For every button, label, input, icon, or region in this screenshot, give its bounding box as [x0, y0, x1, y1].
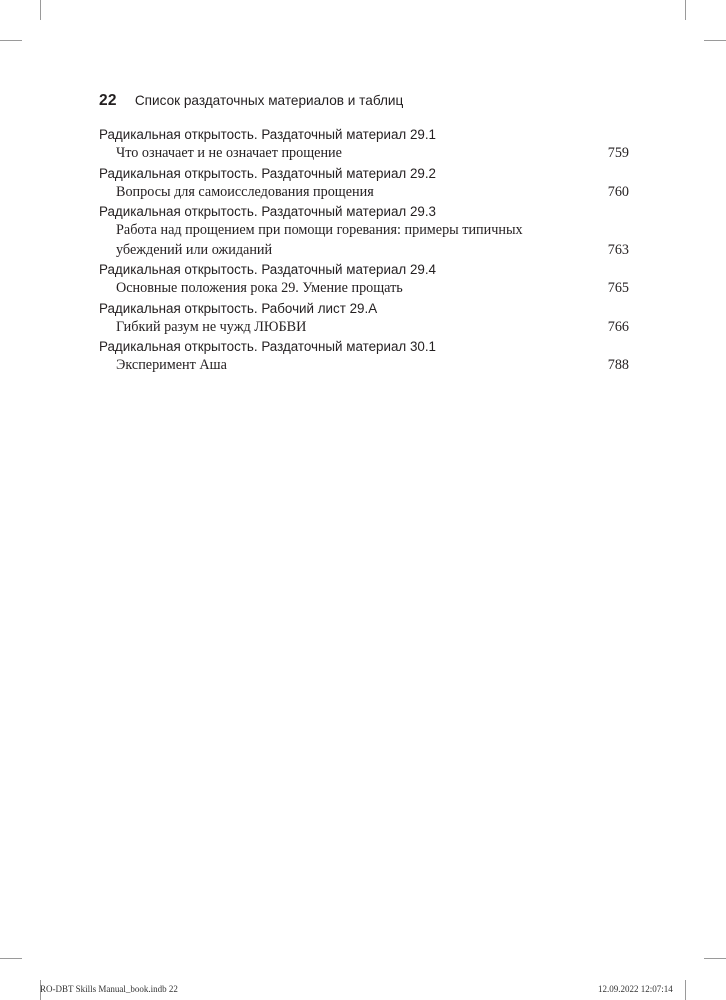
toc-item: [99, 183, 629, 203]
footer-file-label: RO-DBT Skills Manual_book.indb 22: [40, 984, 178, 994]
toc-item-title: Что означает и не означает прощение: [116, 145, 342, 161]
toc-entry: [99, 125, 629, 164]
running-header: [99, 92, 403, 110]
toc-entry: [99, 299, 629, 338]
toc-item: [99, 318, 629, 338]
crop-mark: [0, 40, 22, 41]
toc-item-page: 760: [607, 183, 629, 200]
toc-section-heading: Радикальная открытость. Рабочий лист 29.А: [99, 300, 378, 316]
toc-entry: [99, 260, 629, 299]
crop-mark: [685, 0, 686, 20]
crop-mark: [685, 980, 686, 1000]
crop-mark: [704, 40, 726, 41]
toc-item-title: Вопросы для самоисследования прощения: [116, 183, 374, 200]
crop-mark: [40, 0, 41, 20]
toc-item: [99, 221, 629, 260]
toc-item-title: Эксперимент Аша: [116, 357, 227, 373]
table-of-contents: [99, 125, 629, 376]
toc-item-page: 765: [607, 280, 629, 296]
toc-item-page: 759: [607, 145, 629, 161]
crop-mark: [0, 958, 22, 959]
page-number: 22: [99, 92, 117, 109]
toc-item: [99, 144, 629, 164]
toc-entry: [99, 164, 629, 203]
toc-section-heading: Радикальная открытость. Раздаточный материал 29.4: [99, 262, 437, 277]
toc-item-title: Основные положения рока 29. Умение прощать: [116, 280, 403, 296]
toc-item-page: 766: [607, 318, 629, 335]
toc-item-title: Работа над прощением при помощи горевания: примеры типичных убеждений или ожиданий: [116, 222, 523, 258]
running-title: Список раздаточных материалов и таблиц: [134, 93, 404, 108]
toc-section-heading: Радикальная открытость. Раздаточный материал 30.1: [99, 339, 437, 354]
toc-entry: [99, 202, 629, 260]
crop-mark: [704, 958, 726, 959]
toc-section-heading: Радикальная открытость. Раздаточный материал 29.3: [99, 204, 437, 219]
toc-item-page: 763: [607, 241, 629, 258]
footer-timestamp: 12.09.2022 12:07:14: [598, 984, 673, 994]
toc-item-title: Гибкий разум не чужд ЛЮБВИ: [116, 318, 307, 335]
toc-item: [99, 279, 629, 299]
toc-section-heading: Радикальная открытость. Раздаточный материал 29.1: [99, 127, 437, 142]
toc-item: [99, 356, 629, 376]
toc-entry: [99, 337, 629, 376]
toc-section-heading: Радикальная открытость. Раздаточный материал 29.2: [99, 165, 437, 181]
toc-item-page: 788: [607, 357, 629, 373]
